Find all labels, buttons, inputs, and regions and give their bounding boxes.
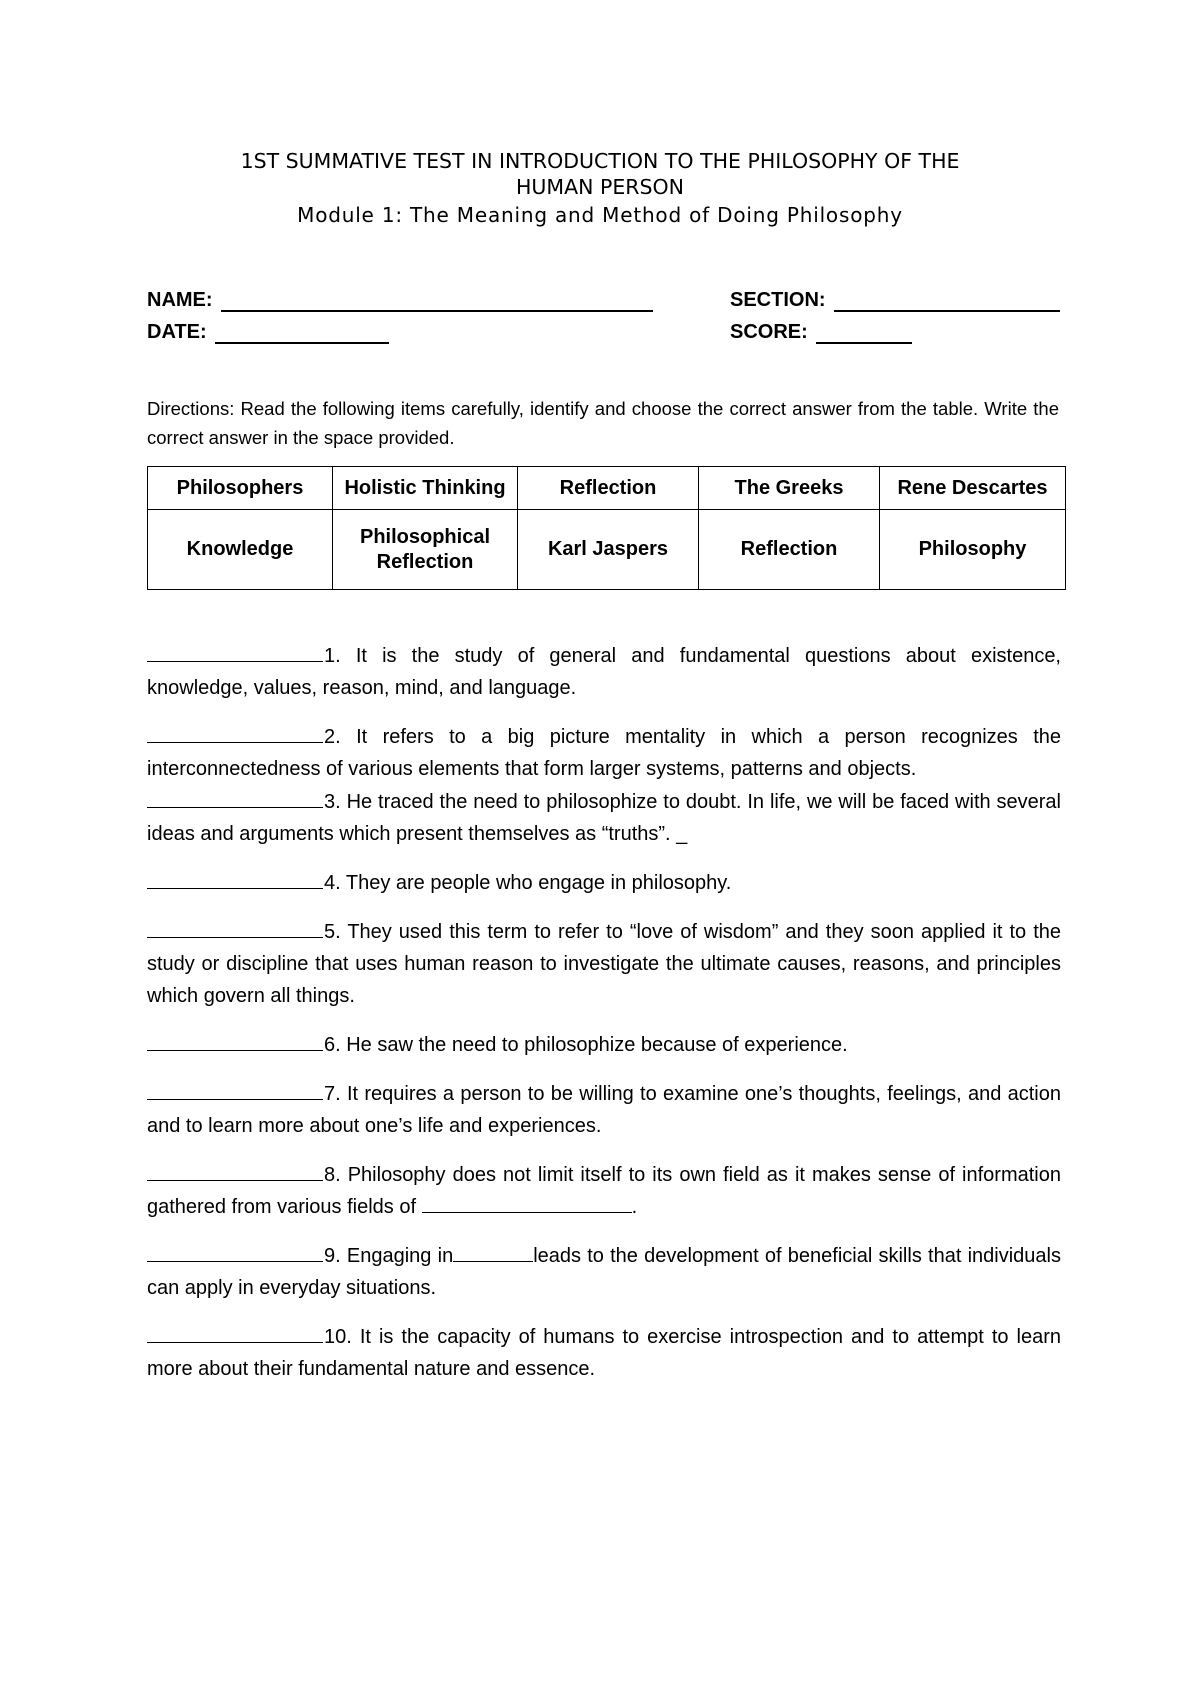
question-4-text: 4. They are people who engage in philosophy. — [324, 872, 732, 894]
question-6-text: 6. He saw the need to philosophize because of experience. — [324, 1034, 848, 1056]
answer-blank-3[interactable] — [147, 785, 323, 808]
inline-blank-8[interactable] — [422, 1192, 632, 1213]
question-9 — [147, 1239, 1061, 1304]
choice-cell: Holistic Thinking — [333, 467, 518, 510]
section-blank[interactable] — [834, 292, 1060, 312]
answer-blank-7[interactable] — [147, 1077, 323, 1100]
question-2 — [147, 720, 1061, 785]
score-field — [730, 320, 912, 344]
module-subtitle: Module 1: The Meaning and Method of Doing Philosophy — [297, 203, 903, 227]
choice-cell: Knowledge — [148, 510, 333, 590]
answer-blank-8[interactable] — [147, 1158, 323, 1181]
date-blank[interactable] — [215, 324, 389, 344]
question-list — [147, 639, 1061, 1401]
answer-blank-4[interactable] — [147, 866, 323, 889]
choices-row-2 — [148, 510, 1066, 590]
choice-cell: Reflection — [518, 467, 699, 510]
name-label: NAME: — [147, 289, 213, 311]
answer-blank-5[interactable] — [147, 915, 323, 938]
score-label: SCORE: — [730, 321, 808, 343]
answer-choices-table — [147, 466, 1066, 590]
section-label: SECTION: — [730, 289, 826, 311]
answer-blank-2[interactable] — [147, 720, 323, 743]
name-field — [147, 288, 653, 312]
choice-cell: Philosophy — [880, 510, 1066, 590]
inline-blank-9[interactable] — [453, 1241, 533, 1262]
question-2-text: 2. It refers to a big picture mentality in which a person recognizes the interconnectedness of various elements that form larger systems, patterns and objects. — [147, 726, 1061, 780]
section-field — [730, 288, 1060, 312]
question-5 — [147, 915, 1061, 1012]
choice-cell: Reflection — [699, 510, 880, 590]
name-blank[interactable] — [221, 292, 653, 312]
question-1 — [147, 639, 1061, 704]
choice-cell: Philosophers — [148, 467, 333, 510]
question-8 — [147, 1158, 1061, 1223]
question-3 — [147, 785, 1061, 850]
question-8-end: . — [631, 1196, 638, 1218]
question-4 — [147, 866, 1061, 899]
question-9-end: leads to the development of beneficial skills that individuals can apply in everyday situations. — [147, 1245, 1061, 1299]
question-9-text: 9. Engaging in — [324, 1245, 454, 1267]
choice-cell: Karl Jaspers — [518, 510, 699, 590]
question-5-text: 5. They used this term to refer to “love of wisdom” and they soon applied it to the study or discipline that uses human reason to investigate the ultimate causes, reasons, and principles which govern all things. — [147, 921, 1061, 1007]
test-title-line-1: 1ST SUMMATIVE TEST IN INTRODUCTION TO THE PHILOSOPHY OF THE — [240, 149, 960, 173]
choice-cell: Rene Descartes — [880, 467, 1066, 510]
date-label: DATE: — [147, 321, 207, 343]
question-10 — [147, 1320, 1061, 1385]
question-3-text: 3. He traced the need to philosophize to doubt. In life, we will be faced with several ideas and arguments which present themselves as “truths”. _ — [147, 791, 1061, 845]
question-1-text: 1. It is the study of general and fundamental questions about existence, knowledge, values, reason, mind, and language. — [147, 645, 1061, 699]
question-10-text: 10. It is the capacity of humans to exercise introspection and to attempt to learn more about their fundamental nature and essence. — [147, 1326, 1061, 1380]
score-blank[interactable] — [816, 324, 912, 344]
choice-cell: Philosophical Reflection — [333, 510, 518, 590]
question-7 — [147, 1077, 1061, 1142]
question-6 — [147, 1028, 1061, 1061]
answer-blank-1[interactable] — [147, 639, 323, 662]
choices-row-1 — [148, 467, 1066, 510]
answer-blank-10[interactable] — [147, 1320, 323, 1343]
choice-cell: The Greeks — [699, 467, 880, 510]
answer-blank-6[interactable] — [147, 1028, 323, 1051]
answer-blank-9[interactable] — [147, 1239, 323, 1262]
question-7-text: 7. It requires a person to be willing to examine one’s thoughts, feelings, and action and to learn more about one’s life and experiences. — [147, 1083, 1061, 1137]
question-8-text: 8. Philosophy does not limit itself to its own field as it makes sense of information gathered from various fields of — [147, 1164, 1061, 1218]
test-title-line-2: HUMAN PERSON — [515, 175, 685, 199]
directions-text: Directions: Read the following items carefully, identify and choose the correct answer from the table. Write the correct answer in the space provided. — [147, 398, 1059, 448]
date-field — [147, 320, 389, 344]
